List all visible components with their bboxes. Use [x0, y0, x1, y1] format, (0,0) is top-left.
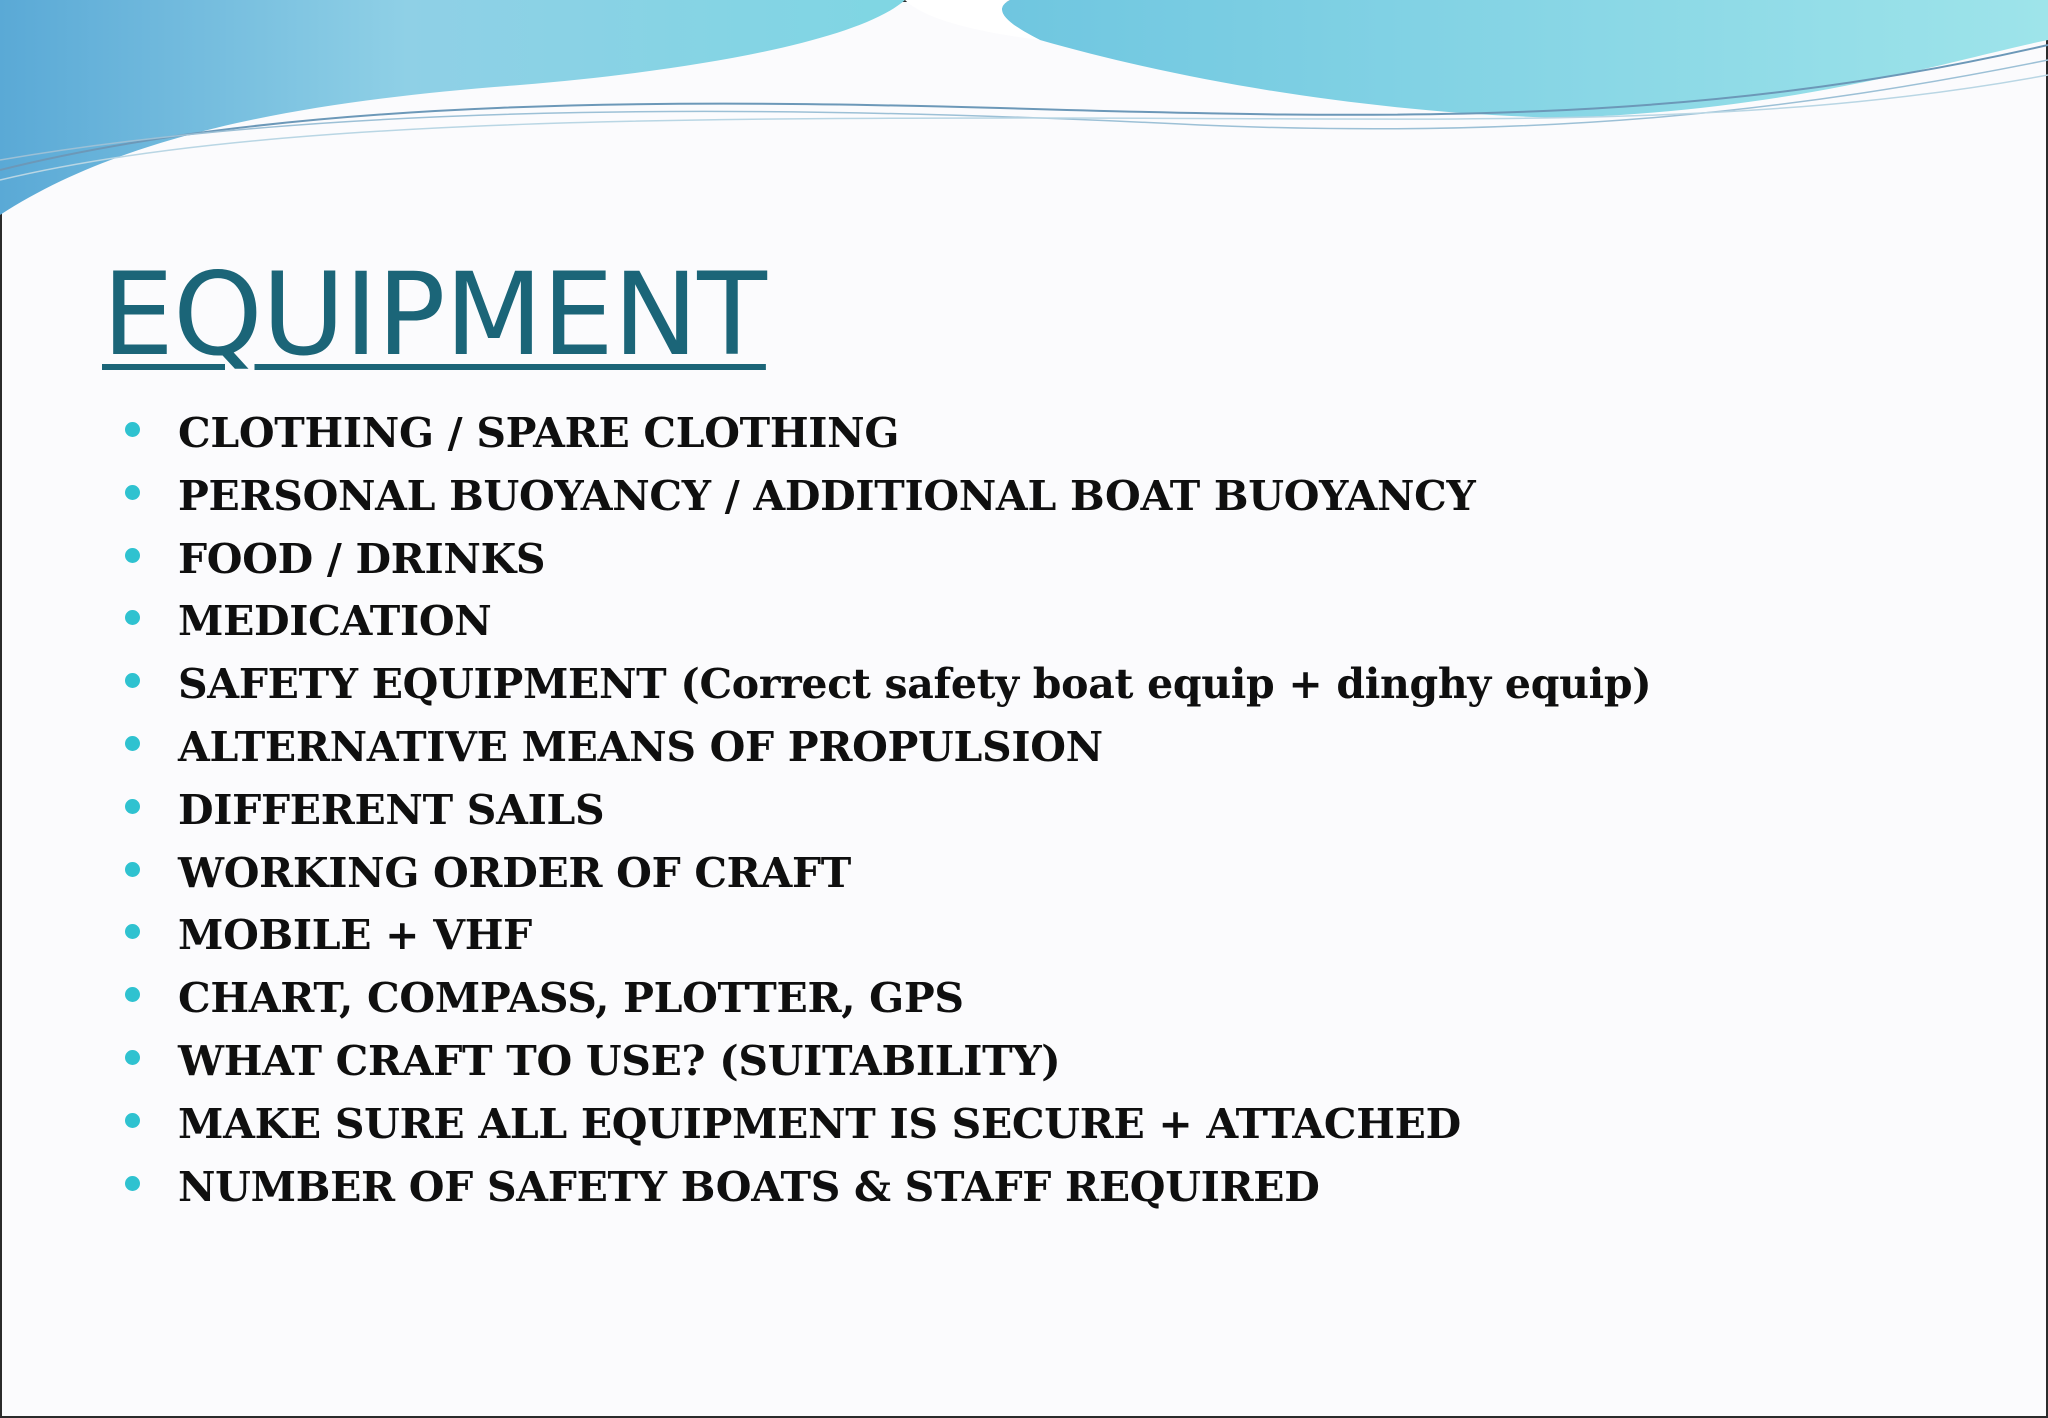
- bullet-text: MAKE SURE ALL EQUIPMENT IS SECURE + ATTACHED: [178, 1099, 1461, 1148]
- bullet-text: MOBILE + VHF: [178, 911, 532, 960]
- wave-left-shape: [0, 0, 905, 215]
- bullet-text: CHART, COMPASS, PLOTTER, GPS: [178, 974, 964, 1023]
- bullet-text: FOOD / DRINKS: [178, 534, 546, 583]
- bullet-dot-icon: [125, 485, 140, 500]
- bullet-dot-icon: [125, 1050, 140, 1065]
- bullet-text: DIFFERENT SAILS: [178, 785, 605, 834]
- bullet-text: WHAT CRAFT TO USE? (SUITABILITY): [178, 1036, 1061, 1085]
- bullet-dot-icon: [125, 862, 140, 877]
- slide-title: EQUIPMENT: [102, 248, 766, 381]
- bullet-dot-icon: [125, 736, 140, 751]
- bullet-dot-icon: [125, 1176, 140, 1191]
- wave-banner-decoration: [0, 0, 2048, 230]
- bullet-dot-icon: [125, 987, 140, 1002]
- bullet-dot-icon: [125, 548, 140, 563]
- bullet-dot-icon: [125, 799, 140, 814]
- wave-right-shape: [1002, 0, 2048, 118]
- bullet-text: CLOTHING / SPARE CLOTHING: [178, 409, 900, 457]
- bullet-text: ALTERNATIVE MEANS OF PROPULSION: [178, 722, 1103, 771]
- bullet-text: WORKING ORDER OF CRAFT: [178, 848, 851, 897]
- bullet-dot-icon: [125, 924, 140, 939]
- bullet-text: PERSONAL BUOYANCY / ADDITIONAL BOAT BUOYANCY: [178, 471, 1476, 520]
- bullet-dot-icon: [125, 422, 140, 437]
- bullet-text: MEDICATION: [178, 597, 492, 646]
- bullet-text: NUMBER OF SAFETY BOATS & STAFF REQUIRED: [178, 1162, 1320, 1211]
- bullet-dot-icon: [125, 1113, 140, 1128]
- bullet-text: SAFETY EQUIPMENT (Correct safety boat equip + dinghy equip): [178, 660, 1652, 709]
- bullet-dot-icon: [125, 673, 140, 688]
- bullet-dot-icon: [125, 610, 140, 625]
